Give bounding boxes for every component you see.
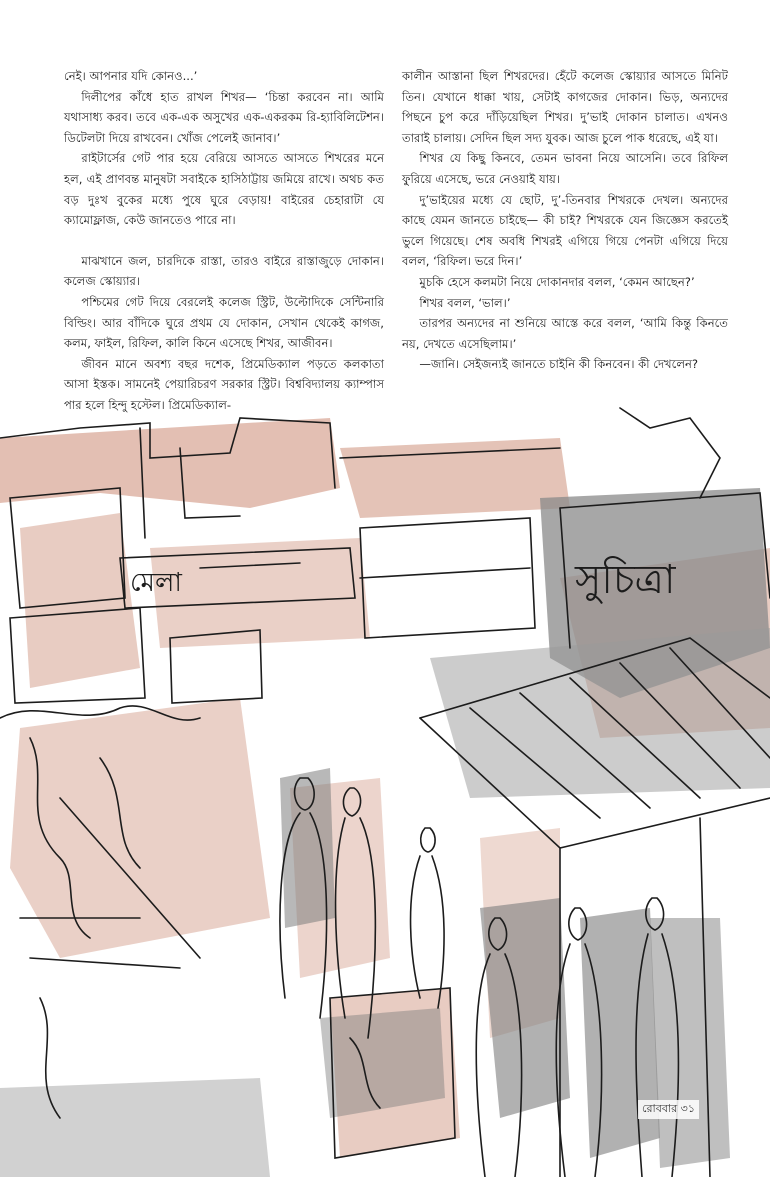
paragraph: মুচকি হেসে কলমটা নিয়ে দোকানদার বলল, ‘কেমন আছেন?’ bbox=[419, 274, 695, 289]
street-illustration bbox=[0, 398, 770, 1177]
page-folio: রোববার ৩১ bbox=[638, 1100, 699, 1119]
paragraph: কালীন আস্তানা ছিল শিখরদের। হেঁটে কলেজ স্কোয়্যার আসতে মিনিট তিন। যেখানে ধাক্কা খায়, সেটাই কাগজের দোকান। ভিড়, অন্যদের পিছনে চুপ করে দাঁড়িয়েছিল শিখর। দু’ভাই দোকান চালাত। এখনও তারাই চালায়। সেদিন ছিল সদ্য যুবক। আজ চুলে পাক ধরেছে, এই যা। bbox=[402, 69, 728, 145]
text-column-right bbox=[402, 66, 728, 375]
sign-right-text: সুচিত্রা bbox=[575, 557, 676, 603]
paragraph: দিলীপের কাঁধে হাত রাখল শিখর— ‘চিন্তা করবেন না। আমি যথাসাধ্য করব। তবে এক-এক অসুখের এক-একরকম রি-হ্যাবিলিটেশন। ডিটেলটা দিয়ে রাখবেন। খোঁজ পেলেই জানাব।’ bbox=[64, 89, 384, 145]
paragraph: শিখর বলল, ‘ভাল।’ bbox=[419, 295, 511, 310]
paragraph: রাইটার্সের গেট পার হয়ে বেরিয়ে আসতে আসতে শিখরের মনে হল, এই প্রাণবন্ত মানুষটা সবাইকে হাসিঠাট্টায় জমিয়ে রাখে। অথচ কত বড় দুঃখ বুকের মধ্যে পুষে ঘুরে বেড়ায়! বাইরের চেহারাটা যে ক্যামোফ্লাজ, কেউ জানতেও পারে না। bbox=[64, 151, 384, 228]
ink-washes bbox=[0, 418, 770, 1177]
paragraph: জীবন মানে অবশ্য বছর দশেক, প্রিমেডিক্যাল পড়তে কলকাতা আসা ইস্তক। সামনেই পেয়ারিচরণ সরকার স্ট্রিট। বিশ্ববিদ্যালয় ক্যাম্পাস পার হলে হিন্দু হস্টেল। প্রিমেডিক্যাল- bbox=[64, 356, 384, 412]
paragraph: নেই। আপনার যদি কোনও...’ bbox=[64, 69, 198, 83]
paragraph: দু’ভাইয়ের মধ্যে যে ছোট, দু’-তিনবার শিখরকে দেখল। অন্যদের কাছে যেমন জানতে চাইছে— কী চাই? শিখরকে যেন জিজ্ঞেস করতেই ভুলে গিয়েছে। শেষ অবধি শিখরই এগিয়ে গিয়ে পেনটা এগিয়ে দিয়ে বলল, ‘রিফিল। ভরে দিন।’ bbox=[402, 192, 728, 269]
paragraph: তারপর অন্যদের না শুনিয়ে আস্তে করে বলল, ‘আমি কিন্তু কিনতে নয়, দেখতে এসেছিলাম।’ bbox=[402, 316, 728, 351]
sign-left-text: মেলা bbox=[130, 568, 182, 598]
paragraph: মাঝখানে জল, চারদিকে রাস্তা, তারও বাইরে রাস্তাজুড়ে দোকান। কলেজ স্কোয়্যার। bbox=[64, 253, 384, 289]
paragraph: পশ্চিমের গেট দিয়ে বেরলেই কলেজ স্ট্রিট, উল্টোদিকে সেন্টিনারি বিল্ডিং। আর বাঁদিকে ঘুরে প্রথম যে দোকান, সেখান থেকেই কাগজ, কলম, ফাইল, রিফিল, কালি কিনে এসেছে শিখর, আজীবন। bbox=[64, 294, 384, 351]
paragraph: —জানি। সেইজন্যই জানতে চাইনি কী কিনবেন। কী দেখলেন? bbox=[419, 357, 699, 372]
text-column-left bbox=[64, 66, 384, 416]
paragraph: শিখর যে কিছু কিনবে, তেমন ভাবনা নিয়ে আসেনি। তবে রিফিল ফুরিয়ে এসেছে, ভরে নেওয়াই যায়। bbox=[402, 151, 728, 186]
